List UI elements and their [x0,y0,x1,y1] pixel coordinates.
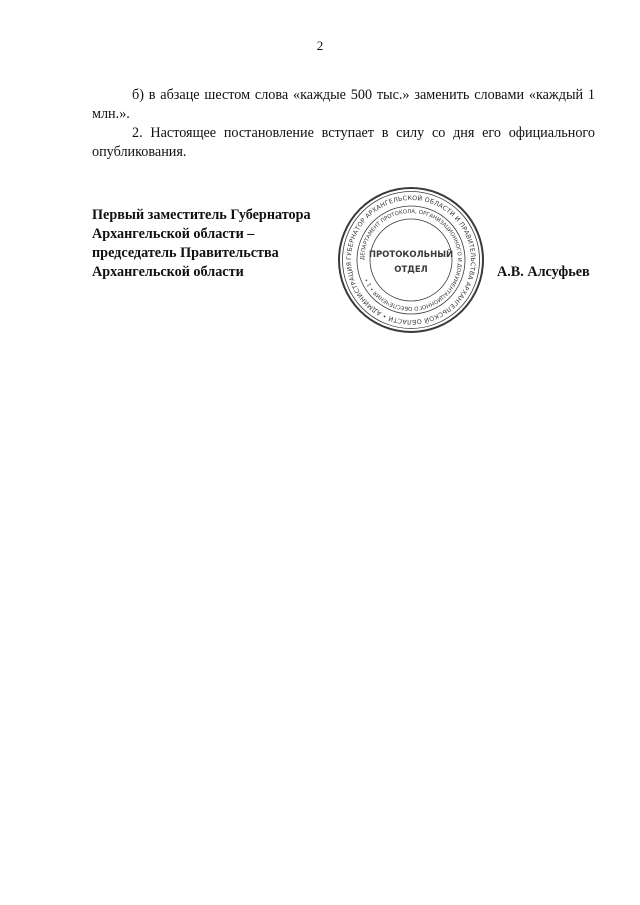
signatory-title [92,206,332,282]
seal-center-line1: ПРОТОКОЛЬНЫЙ [368,250,454,260]
official-seal [336,185,486,335]
signatory-title-line: Первый заместитель Губернатора [92,207,311,223]
page-number: 2 [316,38,324,53]
seal-middle-border [357,206,465,314]
seal-center-line2: ОТДЕЛ [394,265,428,275]
signatory-title-line: председатель Правительства [92,245,279,261]
signatory-title-line: Архангельской области – [92,226,255,242]
signer-name: А.В. Алсуфьев [497,264,590,280]
seal-graphic [336,185,486,335]
signatory-title-line: Архангельской области [92,264,244,280]
seal-inner-border [370,219,452,301]
document-body [92,86,595,162]
seal-inner-text: ДЕПАРТАМЕНТ ПРОТОКОЛА, ОРГАНИЗАЦИОННОГО И ДОКУМЕНТАЦИОННОГО ОБЕСПЕЧЕНИЯ • 1 • [359,208,463,312]
paragraph-2: 2. Настоящее постановление вступает в силу со дня его официального опубликования. [92,125,595,160]
paragraph-b: б) в абзаце шестом слова «каждые 500 тыс.» заменить словами «каждый 1 млн.». [92,87,595,122]
seal-outer-text: ГУБЕРНАТОР АРХАНГЕЛЬСКОЙ ОБЛАСТИ И ПРАВИТЕЛЬСТВА АРХАНГЕЛЬСКОЙ ОБЛАСТИ • АДМИНИСТРАЦИЯ [345,194,477,326]
